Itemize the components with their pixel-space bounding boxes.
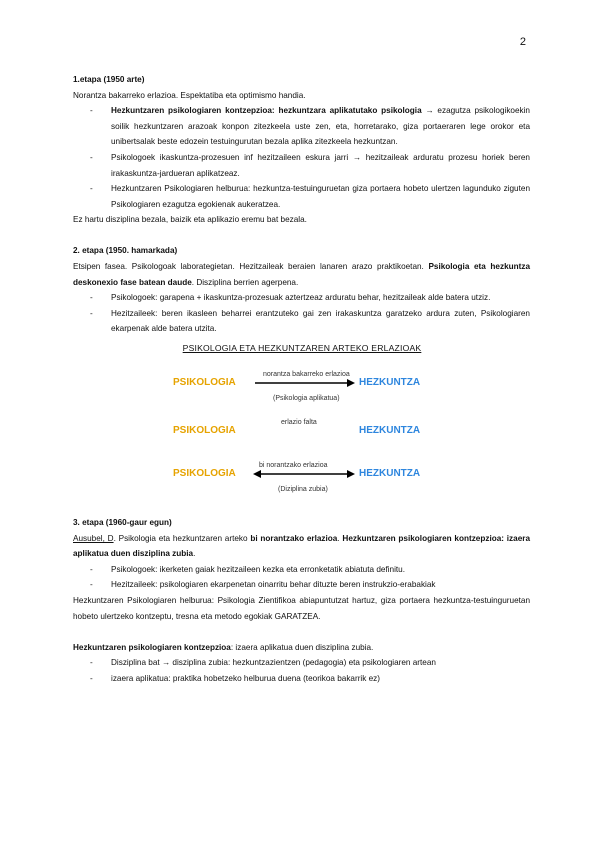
diagram-title: PSIKOLOGIA ETA HEZKUNTZAREN ARTEKO ERLAZIOAK [182,343,422,353]
list-item: - Disziplina bat → disziplina zubia: hezkuntzazientzen (pedagogia) eta psikologiaren artean [111,655,530,671]
list-item: - Psikologoek: garapena + ikaskuntza-prozesuak aztertzeaz arduratu behar, hezitzaileak alde batera utziz. [111,290,530,306]
row3-hezkuntza: HEZKUNTZA [359,468,421,479]
document-body [73,72,530,686]
list-item: - izaera aplikatua: praktika hobetzeko helburua duena (teorikoa bakarrik ez) [111,671,530,687]
list-item: - Hezitzaileek: psikologiaren ekarpenetan oinarritu behar dituzte beren instrukzio-erabakiak [111,577,530,593]
stage1-intro: Norantza bakarreko erlazioa. Espektatiba eta optimismo handia. [73,90,306,100]
stage1-list [73,103,530,212]
row2-hezkuntza: HEZKUNTZA [359,425,421,436]
relations-diagram [73,341,530,505]
concept-text: : izaera aplikatua duen disziplina zubia. [230,642,374,652]
list-item: - Hezkuntzaren Psikologiaren helburua: hezkuntza-testuinguruetan giza portaera hobeto ulertzen lagunduko ziguten Psikologiaren ezagutza egokienak aukeratzea. [111,181,530,212]
row2-psikologia: PSIKOLOGIA [173,425,236,436]
stage1-concept-text: → ezagutza psikologikoekin soilik hezkuntzaren arazoak konpon zitezkeela uste zen, eta, horretarako, giza portaeraren lege orokor eta unibertsalak beste edozein testuingurutan bezala aplika zitezkeela hezkuntzan. [111,106,530,147]
concept-bold: Hezkuntzaren psikologiaren kontzepzioa [73,642,231,652]
row2-top-note: erlazio falta [281,419,317,426]
row3-bottom-note: (Diziplina zubia) [278,486,328,493]
arrow-right-icon [253,377,357,389]
stage3-goal: Hezkuntzaren Psikologiaren helburua: Psikologia Zientifikoa abiapuntutzat hartuz, giza portaera hezkuntza-testuinguruetan hobeto ulertzeko kontzeptu, tresna eta metodo egokiak GARATZEA. [73,595,530,621]
stage3-bold-b: bi norantzako erlazioa [250,533,338,543]
concept-paragraph [73,640,530,656]
stage2-intro-text: Etsipen fasea. Psikologoak laborategietan. Hezitzaileak beraien lanaren arazo praktikoetan. [73,262,429,272]
stage2-intro [73,259,530,290]
page-number: 2 [519,36,526,48]
stage3-text-a: . Psikologia eta hezkuntzaren arteko [113,533,251,543]
stage3-text-e: . [193,549,196,559]
row1-psikologia: PSIKOLOGIA [173,377,236,388]
list-item: - Hezitzaileek: beren ikasleen beharrei erantzuteko gai zen irakaskuntza garatzeko ardura zuten, Psikologiaren ekarpenak alde batera utzita. [111,306,530,337]
row1-top-note: norantza bakarreko erlazioa [263,371,350,378]
stage2-heading: 2. etapa (1950. hamarkada) [73,246,178,256]
stage3-text-c: . [337,533,343,543]
concept-list [73,655,530,686]
stage2-intro-bold: Psikologia eta hezkuntza deskonexio fase batean daude [73,262,530,287]
row3-psikologia: PSIKOLOGIA [173,468,236,479]
stage2-intro-tail: . Disziplina berrien agerpena. [191,277,299,287]
author-ref: Ausubel, D [73,533,114,543]
stage1-concept-bold: Hezkuntzaren psikologiaren kontzepzioa: hezkuntzara aplikatutako psikologia [111,106,422,116]
row1-bottom-note: (Psikologia aplikatua) [273,395,340,402]
double-arrow-icon [251,468,359,480]
row1-hezkuntza: HEZKUNTZA [359,377,421,388]
stage3-intro [73,531,530,562]
stage3-bold-d: Hezkuntzaren psikologiaren kontzepzioa: izaera aplikatua duen disziplina zubia [73,533,530,559]
stage1-outro: Ez hartu disziplina bezala, baizik eta aplikazio eremu bat bezala. [73,215,307,225]
stage1-heading: 1.etapa (1950 arte) [73,75,145,84]
row3-top-note: bi norantzako erlazioa [259,462,328,469]
stage3-heading: 3. etapa (1960-gaur egun) [73,518,172,527]
list-item: - Psikologoek: ikerketen gaiak hezitzaileen kezka eta erronketatik abiatuta definitu. [111,562,530,578]
list-item [111,103,530,150]
stage3-list [73,562,530,593]
stage2-list [73,290,530,337]
list-item: - Psikologoek ikaskuntza-prozesuen inf hezitzaileen eskura jarri → hezitzaileak arduratu prozesu horiek beren irakaskuntza-jardueran aplikatzeaz. [111,150,530,181]
